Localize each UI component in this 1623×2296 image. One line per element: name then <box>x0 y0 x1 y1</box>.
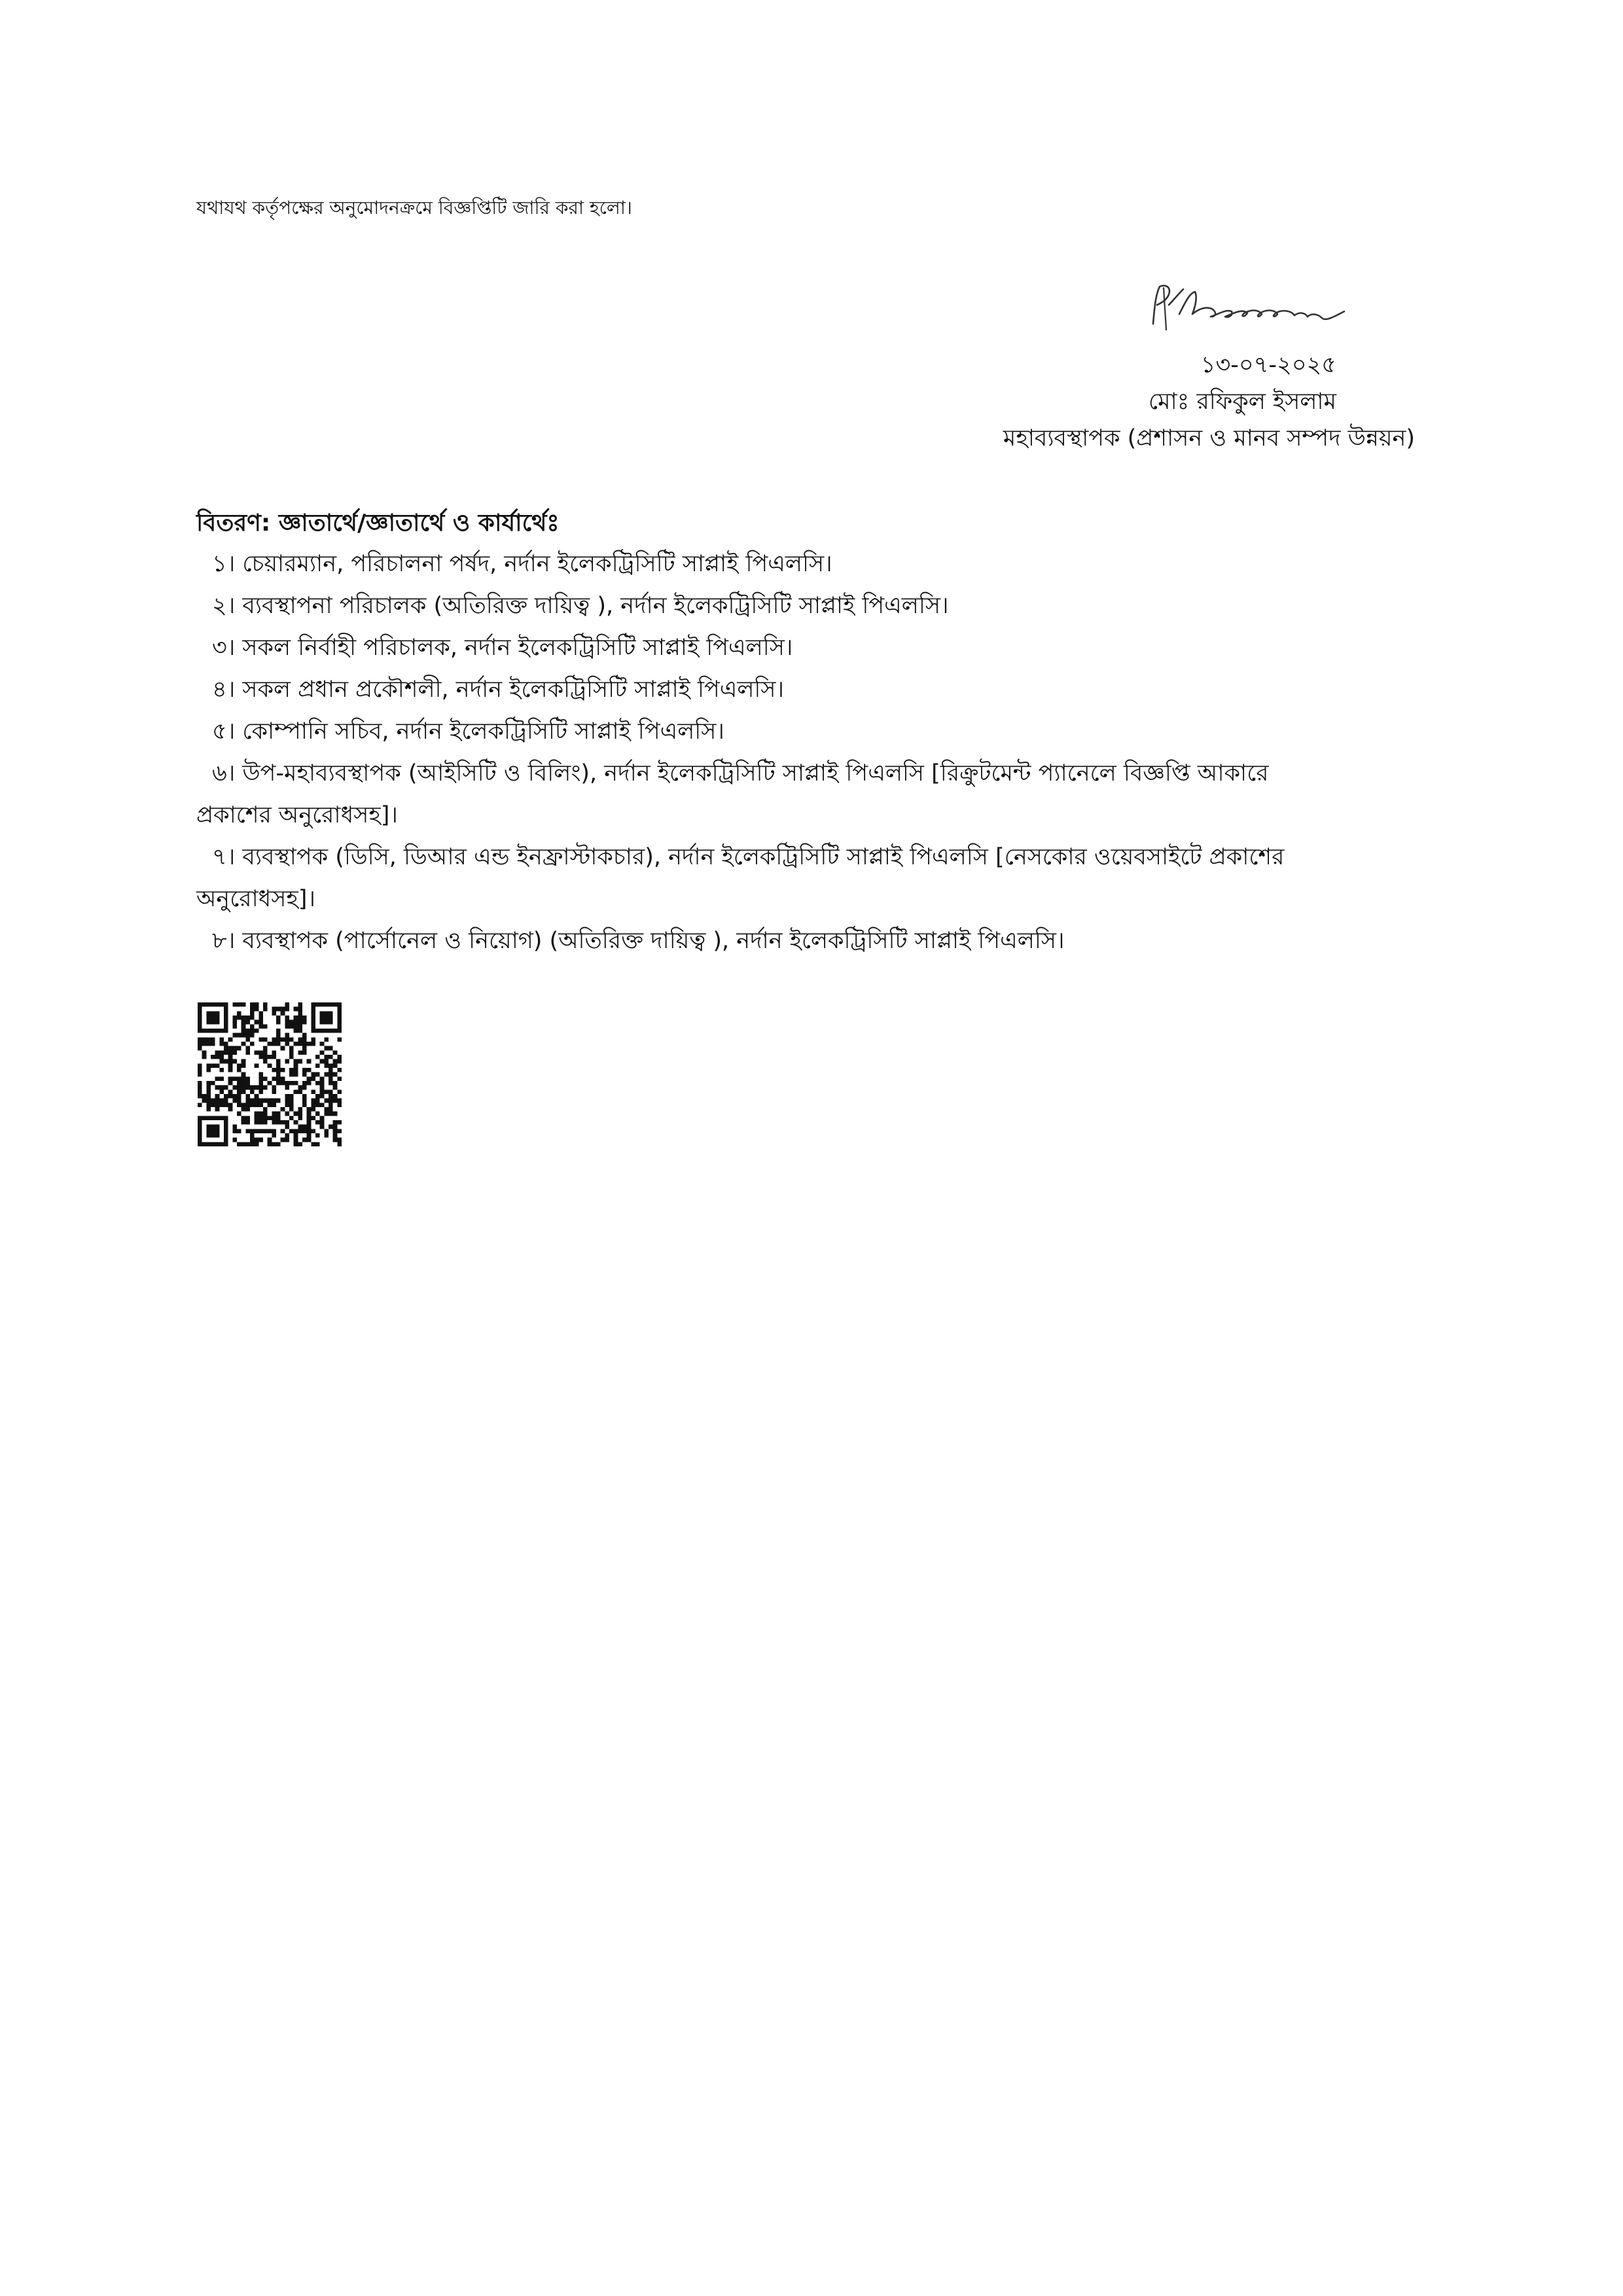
distribution-heading: বিতরণ: জ্ঞাতার্থে/জ্ঞাতার্থে ও কার্যার্থেঃ <box>196 510 560 537</box>
distribution-item-text: ৩। সকল নির্বাহী পরিচালক, নর্দান ইলেকট্রিসিটি সাপ্লাই পিএলসি। <box>212 635 793 661</box>
distribution-item-text: ১। চেয়ারম্যান, পরিচালনা পর্ষদ, নর্দান ইলেকট্রিসিটি সাপ্লাই পিএলসি। <box>212 551 832 577</box>
distribution-item <box>196 585 1427 627</box>
distribution-item-continuation: অনুরোধসহ]। <box>196 886 315 912</box>
distribution-item <box>196 836 1427 920</box>
handwritten-signature <box>1140 275 1356 347</box>
distribution-section <box>196 504 1427 962</box>
distribution-item <box>196 669 1427 711</box>
distribution-item-text: ৪। সকল প্রধান প্রকৌশলী, নর্দান ইলেকট্রিসিটি সাপ্লাই পিএলসি। <box>212 677 785 703</box>
distribution-item-continuation: প্রকাশের অনুরোধসহ]। <box>196 802 398 828</box>
signatory-designation: মহাব্যবস্থাপক (প্রশাসন ও মানব সম্পদ উন্নয়ন) <box>1003 425 1415 451</box>
distribution-item <box>196 543 1427 585</box>
distribution-item <box>196 711 1427 752</box>
distribution-list <box>196 543 1427 962</box>
distribution-item <box>196 627 1427 669</box>
distribution-item-text: ২। ব্যবস্থাপনা পরিচালক (অতিরিক্ত দায়িত্ব ), নর্দান ইলেকট্রিসিটি সাপ্লাই পিএলসি। <box>212 593 949 619</box>
distribution-item-text: ৮। ব্যবস্থাপক (পার্সোনেল ও নিয়োগ) (অতিরিক্ত দায়িত্ব ), নর্দান ইলেকট্রিসিটি সাপ্লাই পিএলসি। <box>212 928 1065 954</box>
distribution-item <box>196 752 1427 836</box>
distribution-item-text: ৬। উপ-মহাব্যবস্থাপক (আইসিটি ও বিলিং), নর্দান ইলেকট্রিসিটি সাপ্লাই পিএলসি [রিক্রুটমেন্ট প্যানেলে বিজ্ঞপ্তি আকারে <box>212 760 1269 786</box>
signature-date: ১৩-০৭-২০২৫ <box>1200 352 1336 378</box>
distribution-item-text: ৫। কোম্পানি সচিব, নর্দান ইলেকট্রিসিটি সাপ্লাই পিএলসি। <box>212 718 724 745</box>
qr-code-icon[interactable] <box>198 1002 342 1146</box>
signature-block <box>826 275 1415 457</box>
distribution-item <box>196 920 1427 962</box>
approval-statement: যথাযথ কর্তৃপক্ষের অনুমোদনক্রমে বিজ্ঞপ্তিটি জারি করা হলো। <box>196 197 632 219</box>
signatory-name: মোঃ রফিকুল ইসলাম <box>1148 389 1336 415</box>
distribution-item-text: ৭। ব্যবস্থাপক (ডিসি, ডিআর এন্ড ইনফ্রাস্টাকচার), নর্দান ইলেকট্রিসিটি সাপ্লাই পিএলসি [নেসকোর ওয়েবসাইটে প্রকাশের <box>212 844 1285 870</box>
